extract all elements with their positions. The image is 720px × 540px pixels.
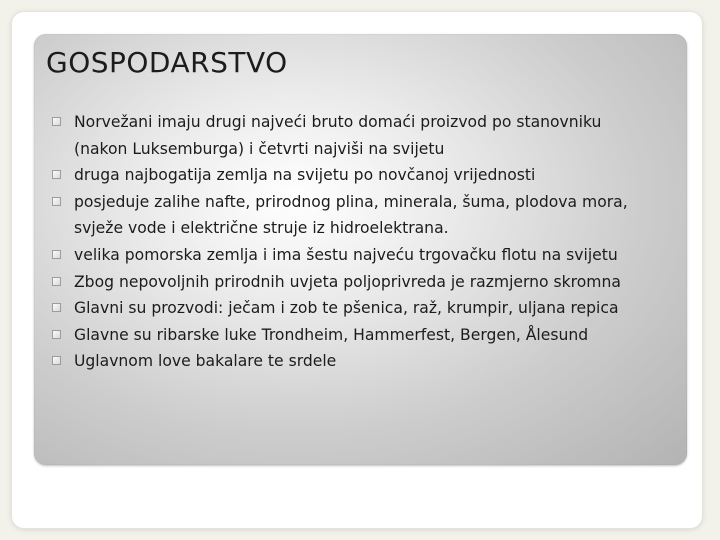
bullet-list (50, 109, 670, 375)
square-bullet-icon (52, 117, 61, 126)
bullet-text-line: (nakon Luksemburga) i četvrti najviši na svijetu (74, 139, 445, 158)
square-bullet-icon (52, 330, 61, 339)
bullet-item (50, 348, 670, 375)
square-bullet-icon (52, 303, 61, 312)
bullet-text-line: Glavne su ribarske luke Trondheim, Hammerfest, Bergen, Ålesund (74, 325, 589, 344)
bullet-item (50, 189, 670, 242)
bullet-item (50, 242, 670, 269)
slide-title: GOSPODARSTVO (46, 46, 288, 79)
bullet-text-line: druga najbogatija zemlja na svijetu po novčanoj vrijednosti (74, 166, 536, 185)
bullet-item (50, 269, 670, 296)
bullet-text-line: Zbog nepovoljnih prirodnih uvjeta poljoprivreda je razmjerno skromna (74, 272, 621, 291)
bullet-text-line: Glavni su prozvodi: ječam i zob te pšenica, raž, krumpir, uljana repica (74, 299, 619, 318)
square-bullet-icon (52, 277, 61, 286)
bullet-item (50, 109, 670, 162)
bullet-item (50, 295, 670, 322)
square-bullet-icon (52, 250, 61, 259)
square-bullet-icon (52, 170, 61, 179)
bullet-text-line: posjeduje zalihe nafte, prirodnog plina, minerala, šuma, plodova mora, (74, 192, 628, 211)
bullet-text-line: Uglavnom love bakalare te srdele (74, 352, 337, 371)
bullet-item (50, 322, 670, 349)
square-bullet-icon (52, 197, 61, 206)
bullet-item (50, 162, 670, 189)
square-bullet-icon (52, 356, 61, 365)
bullet-text-line: Norvežani imaju drugi najveći bruto domaći proizvod po stanovniku (74, 113, 602, 131)
bullet-text-line: svježe vode i električne struje iz hidroelektrana. (74, 219, 449, 238)
bullet-text-line: velika pomorska zemlja i ima šestu najveću trgovačku flotu na svijetu (74, 245, 618, 264)
